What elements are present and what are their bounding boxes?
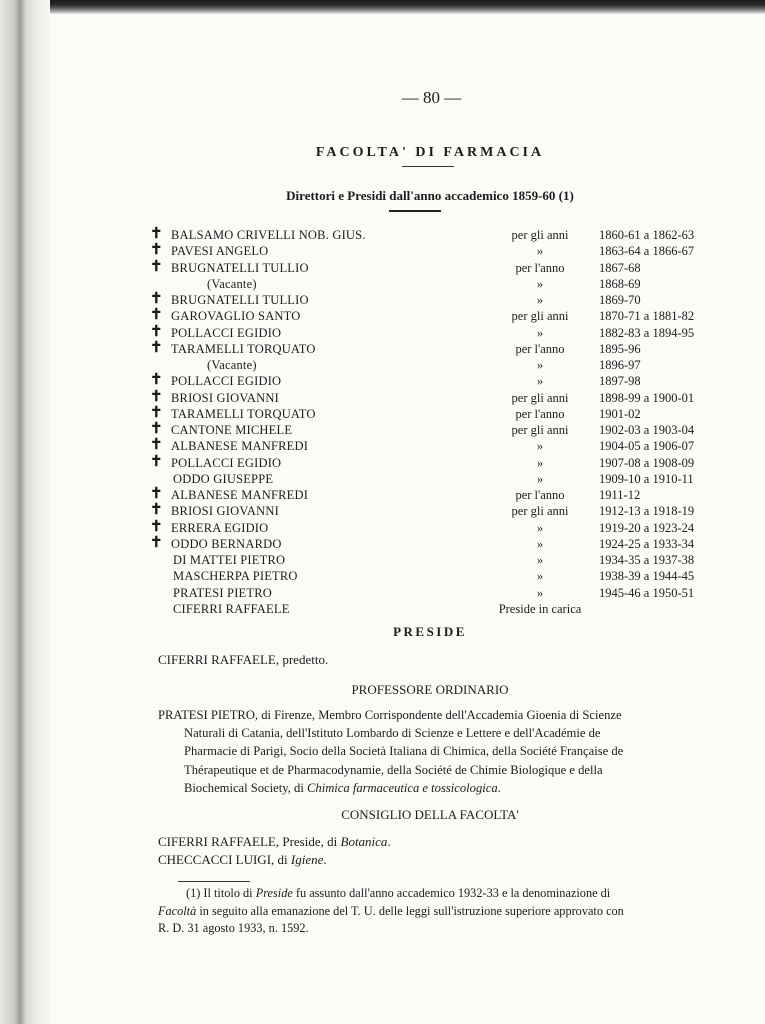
director-years: 1934-35 a 1937-38 [599, 553, 695, 567]
director-name: PAVESI ANGELO [171, 244, 269, 259]
director-name: ALBANESE MANFREDI [171, 439, 309, 454]
director-years: 1860-61 a 1862-63 [599, 228, 695, 242]
director-period: per l'anno [515, 406, 565, 421]
director-period: per l'anno [515, 341, 565, 356]
page-number: — 80 — [401, 88, 462, 107]
director-years: 1897-98 [599, 374, 641, 389]
director-name: POLLACCI EGIDIO [171, 325, 282, 340]
director-years: 1863-64 a 1866-67 [599, 244, 695, 259]
footnote-line: (1) Il titolo di Preside fu assunto dall'anno accademico 1932-33 e la denominazione di [186, 886, 611, 900]
director-name: BRUGNATELLI TULLIO [171, 260, 309, 275]
director-row [150, 422, 710, 438]
member-subject: Igiene [290, 852, 324, 867]
director-name: BRUGNATELLI TULLIO [171, 293, 309, 307]
director-years: 1870-71 a 1881-82 [599, 309, 695, 324]
director-period: » [536, 358, 544, 372]
director-period: » [536, 471, 544, 486]
director-period: per gli anni [511, 390, 569, 405]
director-name: ALBANESE MANFREDI [171, 488, 309, 502]
cross-mark-icon: ✝ [150, 534, 163, 551]
director-years: 1898-99 a 1900-01 [599, 390, 695, 405]
director-row [150, 487, 710, 503]
director-years: 1869-70 [599, 293, 641, 307]
director-years: 1895-96 [599, 341, 641, 356]
director-row [150, 357, 710, 373]
footnote-rule [178, 881, 250, 882]
director-name: CIFERRI RAFFAELE [173, 601, 290, 616]
directors-table-heading: Direttori e Presidi dall'anno accademico 1859-60 (1) [286, 188, 574, 203]
director-row [150, 292, 710, 308]
professore-subject: Chimica farmaceutica e tossicologica [307, 780, 498, 795]
title-rule [402, 166, 454, 167]
footnote-line: R. D. 31 agosto 1933, n. 1592. [158, 921, 309, 935]
director-name: TARAMELLI TORQUATO [171, 341, 316, 356]
director-years: 1912-13 a 1918-19 [599, 504, 695, 519]
director-name: POLLACCI EGIDIO [171, 455, 282, 470]
cross-mark-icon: ✝ [150, 339, 163, 356]
director-row [150, 503, 710, 519]
cross-mark-icon: ✝ [150, 437, 163, 454]
cross-mark-icon: ✝ [150, 518, 163, 535]
director-name: GAROVAGLIO SANTO [171, 309, 301, 324]
cross-mark-icon: ✝ [150, 388, 163, 405]
director-row [150, 390, 710, 406]
director-period: » [536, 276, 544, 291]
cross-mark-icon: ✝ [150, 226, 163, 242]
director-period: Preside in carica [498, 601, 582, 616]
professore-section-title: PROFESSORE ORDINARIO [351, 682, 509, 697]
director-period: per gli anni [511, 228, 569, 242]
cross-mark-icon: ✝ [150, 323, 163, 340]
director-period: per gli anni [511, 504, 569, 519]
director-years: 1896-97 [599, 358, 641, 372]
director-row [150, 243, 710, 259]
director-name: TARAMELLI TORQUATO [171, 406, 316, 421]
director-period: » [536, 244, 544, 259]
member-subject: Botanica [340, 834, 388, 849]
director-period: » [536, 585, 544, 600]
director-years: 1868-69 [599, 276, 641, 291]
director-name: BRIOSI GIOVANNI [171, 390, 279, 405]
director-years: 1902-03 a 1903-04 [599, 423, 695, 437]
preside-section-title: PRESIDE [393, 624, 467, 639]
director-row [150, 406, 710, 422]
director-years: 1904-05 a 1906-07 [599, 439, 695, 454]
director-row [150, 276, 710, 292]
director-period: per l'anno [515, 488, 565, 502]
director-name: CANTONE MICHELE [171, 423, 293, 437]
director-name: ERRERA EGIDIO [171, 520, 269, 535]
directors-list [150, 227, 710, 617]
director-name: ODDO BERNARDO [171, 536, 282, 551]
cross-mark-icon: ✝ [150, 307, 163, 324]
director-row [150, 568, 710, 584]
director-row [150, 455, 710, 471]
director-period: » [536, 553, 544, 567]
director-period: per gli anni [511, 423, 569, 437]
director-period: » [536, 569, 544, 584]
cross-mark-icon: ✝ [150, 421, 163, 437]
director-name: (Vacante) [207, 358, 257, 372]
director-years: 1882-83 a 1894-95 [599, 325, 695, 340]
preside-entry: CIFERRI RAFFAELE, predetto. [158, 652, 329, 667]
director-years: 1924-25 a 1933-34 [599, 536, 695, 551]
director-period: » [536, 374, 544, 389]
footnote [158, 885, 710, 938]
director-years: 1919-20 a 1923-24 [599, 520, 695, 535]
director-years: 1909-10 a 1910-11 [599, 471, 694, 486]
director-period: » [536, 520, 544, 535]
cross-mark-icon: ✝ [150, 502, 163, 519]
director-name: BALSAMO CRIVELLI NOB. GIUS. [171, 228, 366, 242]
director-row [150, 601, 710, 617]
professore-entry [158, 706, 710, 797]
director-name: DI MATTEI PIETRO [173, 553, 286, 567]
professore-line: Naturali di Catania, dell'Istituto Lombardo di Scienze e Lettere e dell'Académie de [184, 726, 601, 741]
director-period: » [536, 325, 544, 340]
director-years: 1911-12 [599, 488, 641, 502]
footnote-line: Facoltà in seguito alla emanazione del T. U. delle leggi sull'istruzione superiore approvato con [158, 903, 624, 918]
director-years: 1938-39 a 1944-45 [599, 569, 695, 584]
director-row [150, 536, 710, 552]
cross-mark-icon: ✝ [150, 486, 163, 502]
director-row [150, 227, 710, 243]
director-name: POLLACCI EGIDIO [171, 374, 282, 389]
director-period: » [536, 439, 544, 454]
director-name: BRIOSI GIOVANNI [171, 504, 279, 519]
director-name: ODDO GIUSEPPE [173, 471, 274, 486]
director-period: per l'anno [515, 260, 565, 275]
director-row [150, 260, 710, 276]
consiglio-member: CIFERRI RAFFAELE, Preside, di Botanica. [158, 834, 391, 849]
cross-mark-icon: ✝ [150, 258, 163, 275]
consiglio-member: CHECCACCI LUIGI, di Igiene. [158, 852, 327, 867]
director-period: » [536, 455, 544, 470]
director-row [150, 585, 710, 601]
cross-mark-icon: ✝ [150, 453, 163, 470]
director-row [150, 520, 710, 536]
director-row [150, 308, 710, 324]
director-name: (Vacante) [207, 276, 257, 291]
director-row [150, 325, 710, 341]
cross-mark-icon: ✝ [150, 404, 163, 421]
director-row [150, 341, 710, 357]
professore-line: Thérapeutique et de Pharmacodynamie, della Société de Chimie Biologique e della [184, 762, 603, 777]
director-row [150, 552, 710, 568]
director-period: » [536, 536, 544, 551]
director-name: PRATESI PIETRO [173, 585, 272, 600]
director-row [150, 373, 710, 389]
director-period: per gli anni [511, 309, 569, 324]
professore-line: Pharmacie di Parigi, Socio della Società Italiana di Chimica, della Société Française de [184, 744, 624, 759]
director-years: 1867-68 [599, 260, 641, 275]
cross-mark-icon: ✝ [150, 291, 163, 307]
cross-mark-icon: ✝ [150, 372, 163, 389]
cross-mark-icon: ✝ [150, 242, 163, 259]
heading-rule [389, 210, 441, 212]
director-row [150, 471, 710, 487]
faculty-title: FACOLTA' DI FARMACIA [315, 145, 545, 160]
director-years: 1945-46 a 1950-51 [599, 585, 695, 600]
consiglio-section-title: CONSIGLIO DELLA FACOLTA' [341, 807, 519, 822]
director-row [150, 438, 710, 454]
professore-line: PRATESI PIETRO, di Firenze, Membro Corrispondente dell'Accademia Gioenia di Scienze [158, 708, 622, 722]
director-name: MASCHERPA PIETRO [173, 569, 298, 584]
professore-line: Biochemical Society, di Chimica farmaceutica e tossicologica. [184, 780, 501, 795]
director-years: 1907-08 a 1908-09 [599, 455, 695, 470]
director-years: 1901-02 [599, 406, 641, 421]
director-period: » [536, 293, 544, 307]
